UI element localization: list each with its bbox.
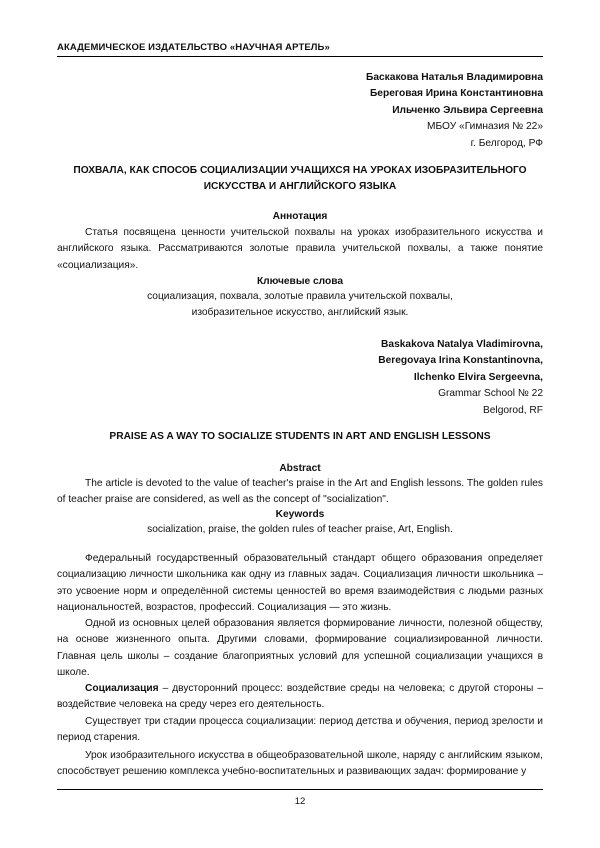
body-paragraph: Федеральный государственный образовательный стандарт общего образования определяет социализацию личности школьника как одну из главных задач. Социализация личности школьника – это усвоение норм и определённой системы ценностей во время взаимодействия с людьми разных национальностей, возрастов, профессий. Социализация — это жизнь. (57, 553, 543, 614)
publisher-name: АКАДЕМИЧЕСКОЕ ИЗДАТЕЛЬСТВО «НАУЧНАЯ АРТЕЛЬ» (57, 42, 330, 53)
title-line: ПОХВАЛА, КАК СПОСОБ СОЦИАЛИЗАЦИИ УЧАЩИХСЯ НА УРОКАХ ИЗОБРАЗИТЕЛЬНОГО (73, 165, 527, 176)
authors-block-en (378, 337, 543, 419)
body-paragraph: Урок изобразительного искусства в общеобразовательной школе, наряду с английским языком, способствует решению комплекса учебно-воспитательных и развивающих задач: формирование у (57, 750, 543, 778)
author-organization: Grammar School № 22 (438, 388, 543, 400)
keywords-text-ru (57, 289, 543, 322)
author-name: Ильченко Эльвира Сергеевна (392, 104, 543, 116)
author-name: Baskakova Natalya Vladimirovna, (381, 339, 543, 350)
article-title-en: PRAISE AS A WAY TO SOCIALIZE STUDENTS IN ART AND ENGLISH LESSONS (109, 431, 491, 442)
body-paragraph (57, 681, 543, 714)
keywords-heading-en: Keywords (275, 509, 325, 520)
abstract-heading-en: Abstract (279, 463, 321, 474)
abstract-heading-ru: Аннотация (272, 211, 328, 222)
abstract-text-ru: Статья посвящена ценности учительской похвалы на уроках изобразительного искусства и английского языка. Рассматриваются золотые правила учительской похвалы, а также понятие «социализация». (57, 227, 543, 271)
keywords-text-en: socialization, praise, the golden rules of teacher praise, Art, English. (147, 524, 453, 535)
article-title-ru (70, 163, 530, 196)
keywords-line: изобразительное искусство, английский язык. (191, 307, 409, 319)
footer-divider (57, 789, 543, 790)
author-name: Береговая Ирина Константиновна (369, 88, 543, 100)
keywords-heading-ru: Ключевые слова (256, 276, 344, 287)
author-name: Ilchenko Elvira Sergeevna, (413, 371, 543, 383)
abstract-text-en: The article is devoted to the value of teacher's praise in the Art and English lessons. The golden rules of teacher praise are considered, as well as the concept of "socialization". (57, 478, 543, 506)
term-definition: – двусторонний процесс: воздействие среды на человека; с другой стороны – воздействие человека на среду через его деятельность. (57, 683, 543, 711)
running-header (57, 38, 543, 57)
author-name: Beregovaya Irina Konstantinovna, (378, 355, 543, 367)
author-city: г. Белгород, РФ (470, 137, 543, 149)
keywords-line: социализация, похвала, золотые правила учительской похвалы, (147, 291, 453, 302)
title-line: ИСКУССТВА И АНГЛИЙСКОГО ЯЗЫКА (203, 181, 397, 193)
author-organization: МБОУ «Гимназия № 22» (426, 121, 543, 133)
page-number: 12 (294, 796, 306, 807)
authors-block-ru (366, 70, 543, 152)
body-paragraph: Существует три стадии процесса социализации: период детства и обучения, период зрелости и период старения. (57, 716, 543, 744)
author-name: Баскакова Наталья Владимировна (366, 72, 543, 83)
term-socialization: Социализация (85, 683, 159, 694)
body-paragraph: Одной из основных целей образования является формирование личности, полезной обществу, на основе жизненного опыта. Другими словами, формирование социализированной личности. Главная цель школы – создание благоприятных условий для успешной социализации учащихся в школе. (57, 618, 543, 679)
author-city: Belgorod, RF (482, 404, 543, 416)
